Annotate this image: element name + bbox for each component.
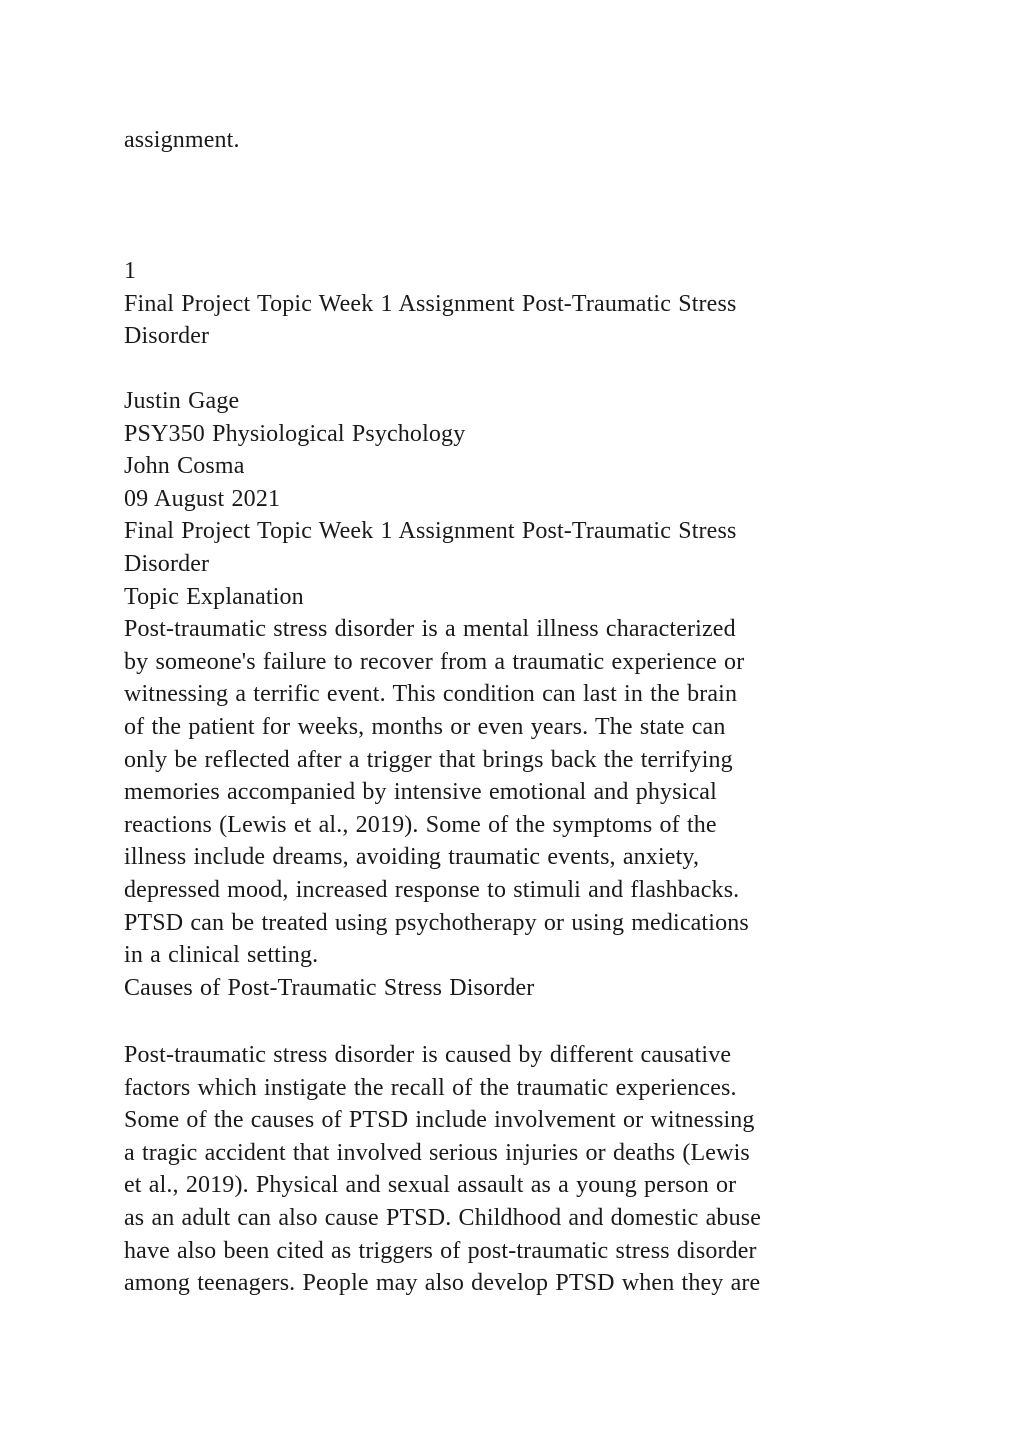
instructor-name: John Cosma: [124, 453, 245, 480]
causes-line: Post-traumatic stress disorder is caused by different causative: [124, 1042, 732, 1068]
heading-line-2: Disorder: [124, 550, 210, 577]
section-heading-causes: Causes of Post-Traumatic Stress Disorder: [124, 974, 535, 1001]
body-line: memories accompanied by intensive emotional and physical: [124, 779, 717, 806]
body-line: depressed mood, increased response to stimuli and flashbacks.: [124, 876, 740, 903]
causes-line: as an adult can also cause PTSD. Childhood and domestic abuse: [124, 1204, 762, 1231]
body-line: only be reflected after a trigger that brings back the terrifying: [124, 746, 733, 773]
causes-paragraph: [124, 1039, 924, 1300]
page-header-block: [124, 255, 924, 353]
body-line: reactions (Lewis et al., 2019). Some of the symptoms of the: [124, 811, 717, 838]
causes-line: a tragic accident that involved serious injuries or deaths (Lewis: [124, 1139, 750, 1166]
body-line: in a clinical setting.: [124, 942, 319, 969]
section-heading-topic: Topic Explanation: [124, 583, 304, 610]
body-line: by someone's failure to recover from a traumatic experience or: [124, 648, 745, 675]
body-line: witnessing a terrific event. This condition can last in the brain: [124, 681, 738, 708]
causes-line: have also been cited as triggers of post-traumatic stress disorder: [124, 1237, 757, 1264]
heading-line-1: Final Project Topic Week 1 Assignment Post-Traumatic Stress: [124, 518, 737, 545]
causes-line: Some of the causes of PTSD include involvement or witnessing: [124, 1107, 755, 1134]
causes-line: factors which instigate the recall of the traumatic experiences.: [124, 1074, 737, 1101]
title-line-2: Disorder: [124, 323, 210, 350]
intro-text: [124, 124, 924, 157]
body-line: PTSD can be treated using psychotherapy or using medications: [124, 909, 749, 936]
author-name: Justin Gage: [124, 388, 240, 414]
causes-line: among teenagers. People may also develop PTSD when they are: [124, 1270, 761, 1297]
causes-line: et al., 2019). Physical and sexual assault as a young person or: [124, 1172, 737, 1199]
page-number: 1: [124, 258, 137, 284]
document-date: 09 August 2021: [124, 485, 281, 512]
body-line: of the patient for weeks, months or even years. The state can: [124, 713, 726, 740]
body-line: illness include dreams, avoiding traumatic events, anxiety,: [124, 844, 700, 871]
body-line: Post-traumatic stress disorder is a mental illness characterized: [124, 616, 736, 643]
cover-and-body: [124, 385, 924, 1004]
title-line-1: Final Project Topic Week 1 Assignment Post-Traumatic Stress: [124, 290, 737, 317]
intro-line: assignment.: [124, 127, 240, 153]
course-name: PSY350 Physiological Psychology: [124, 420, 466, 447]
